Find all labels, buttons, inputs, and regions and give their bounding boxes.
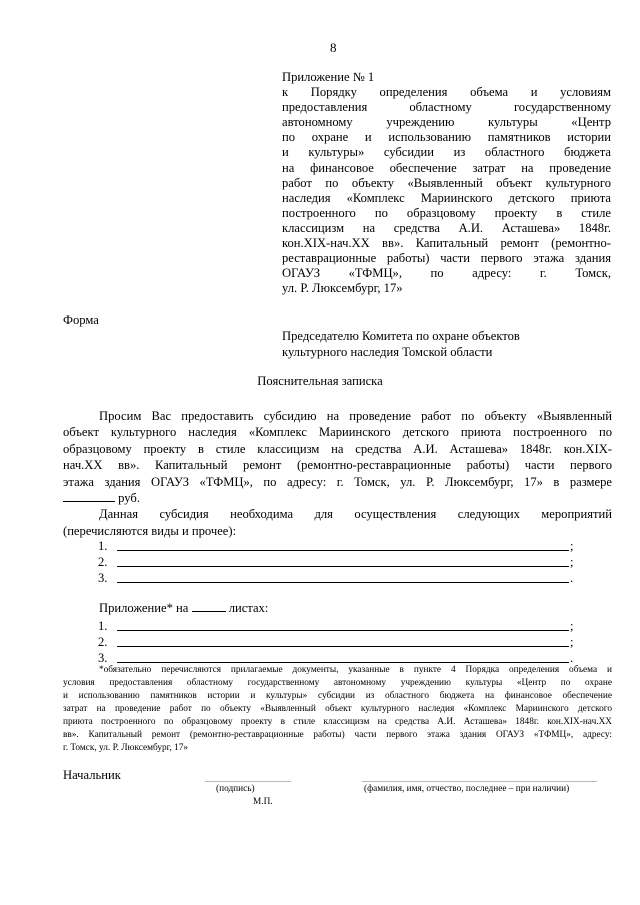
amount-blank[interactable] [63,490,115,502]
footnote-line: г. Томск, ул. Р. Люксембург, 17» [63,743,189,753]
footnote-line: условия предоставления областному государственному автономному учреждению культуры «Центр по охране [63,678,612,688]
appendix-line: автономному учреждению культуры «Центр [282,115,611,130]
addressee [282,328,520,360]
attachment-prefix: Приложение* на [99,601,189,615]
name-line[interactable] [362,781,597,782]
appendix-line: наследия «Комплекс Мариинского детского приюта [282,190,611,205]
appendix-line: по охране и использованию памятников истории [282,130,611,145]
addressee-line: культурного наследия Томской области [282,345,493,359]
appendix-line: ул. Р. Люксембург, 17» [282,281,403,296]
appendix-line: работ по объекту «Выявленный объект культурного [282,175,611,190]
appendix-line: к Порядку определения объема и условиям [282,85,611,100]
subsidy-line: (перечисляются виды и прочее): [63,523,237,538]
request-body [63,408,612,539]
activities-list [98,538,578,586]
appendix-line: на финансовое обеспечение затрат на проведение [282,160,611,175]
stamp-label: М.П. [253,797,273,807]
list-item-end: ; [570,619,574,633]
fill-line[interactable] [117,582,569,583]
appendix-header [282,70,611,296]
list-item [98,554,578,570]
list-item [98,618,578,634]
appendix-line: реставрационные работы) части первого этажа здания [282,251,611,266]
form-label: Форма [63,313,99,327]
list-item-number: 2. [98,635,108,649]
footnote [63,664,612,755]
appendix-line: кон.XIX-нач.XX вв». Капитальный ремонт (ремонтно- [282,236,611,251]
body-line: Просим Вас предоставить субсидию на проведение работ по объекту «Выявленный [99,409,612,423]
page-number: 8 [330,40,337,55]
list-item-end: ; [570,635,574,649]
signature-caption: (подпись) [216,784,255,794]
fill-line[interactable] [117,550,569,551]
signature-line[interactable] [205,781,291,782]
list-item-number: 1. [98,619,108,633]
footnote-line: затрат на проведение работ по объекту «Выявленный объект культурного наследия «Комплекс Мариинского детского [63,704,612,714]
fill-line[interactable] [117,646,569,647]
list-item [98,538,578,554]
fill-line[interactable] [117,630,569,631]
appendix-line: классицизм на средства А.И. Асташева» 1848г. [282,220,611,235]
list-item-end: . [570,651,574,665]
body-line: нач.XX вв». Капитальный ремонт (ремонтно-реставрационные работы) части первого [63,458,612,473]
body-line: этажа здания ОГАУЗ «ТФМЦ», по адресу: г. Томск, ул. Р. Люксембург, 17» в размере [63,474,612,489]
name-caption: (фамилия, имя, отчество, последнее – при наличии) [364,784,570,794]
attachment-suffix: листах: [228,601,269,615]
addressee-line: Председателю Комитета по охране объектов [282,329,520,343]
list-item-number: 3. [98,571,108,585]
list-item-end: ; [570,555,574,569]
document-title: Пояснительная записка [257,374,383,388]
list-item-number: 2. [98,555,108,569]
list-item [98,570,578,586]
appendix-line: построенного по образцовому проекту в стиле [282,205,611,220]
body-line: объект культурного наследия «Комплекс Мариинского детского приюта построенного по [63,425,612,440]
appendix-line: предоставления областному государственному [282,100,611,115]
head-label: Начальник [63,768,121,782]
sheet-count-blank[interactable] [192,600,226,612]
appendix-line: ОГАУЗ «ТФМЦ», по адресу: г. Томск, [282,266,611,281]
appendix-line: и культуры» субсидии из областного бюджета [282,145,611,160]
fill-line[interactable] [117,566,569,567]
attachment-label [99,600,268,616]
appendix-title: Приложение № 1 [282,70,375,84]
footnote-line: вв». Капитальный ремонт (ремонтно-реставрационные работы) части первого этажа здания ОГАУЗ «ТФМЦ», адресу: [63,730,612,740]
list-item [98,634,578,650]
footnote-line: приюта построенного по образцовому проекту в стиле классицизм на средства А.И. Асташева» 1848г. кон.XIX-нач.XX [63,717,612,727]
list-item-end: . [570,571,574,585]
footnote-line: и использованию памятников истории и культуры» субсидии из областного бюджета на финансовое обеспечение [63,691,612,701]
list-item-end: ; [570,539,574,553]
body-line: образцовому проекту в стиле классицизм на средства А.И. Асташева» 1848г. кон.XIX- [63,441,612,456]
attachments-list [98,618,578,666]
fill-line[interactable] [117,662,569,663]
list-item-number: 1. [98,539,108,553]
subsidy-line: Данная субсидия необходима для осуществления следующих мероприятий [99,507,612,522]
amount-line [63,490,612,506]
list-item-number: 3. [98,651,108,665]
amount-suffix: руб. [118,490,140,505]
footnote-line: *обязательно перечисляются прилагаемые документы, указанные в пункте 4 Порядка определения объема и [99,665,612,675]
